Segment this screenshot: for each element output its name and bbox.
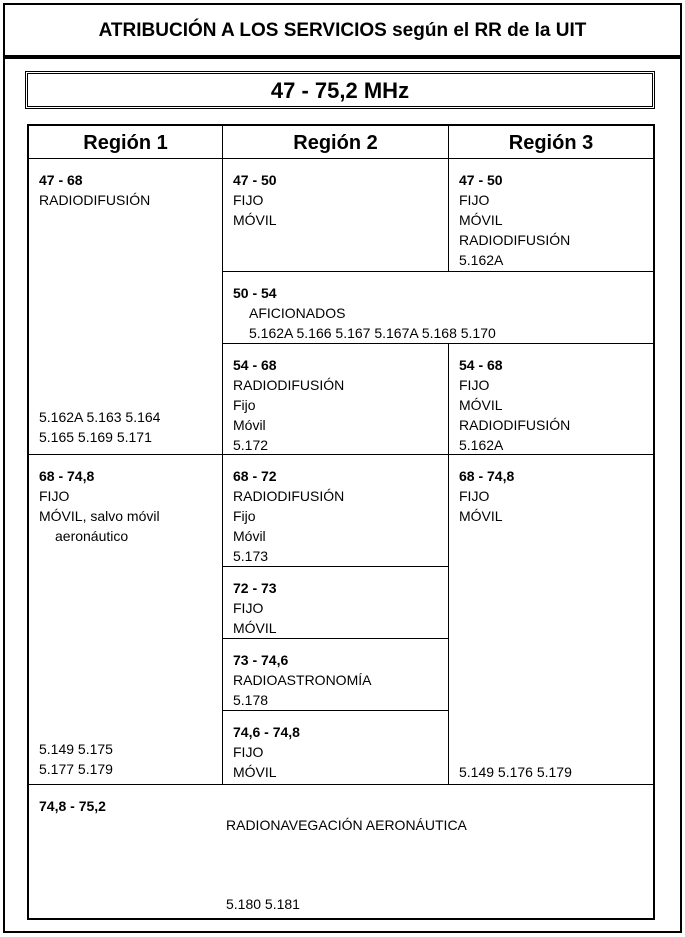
page-title: ATRIBUCIÓN A LOS SERVICIOS según el RR de la UIT <box>5 5 680 59</box>
header-region-2: Región 2 <box>293 132 378 154</box>
service-label: FIJO <box>233 600 264 616</box>
footnote-label: 5.162A <box>459 437 504 453</box>
band-range: 47 - 50 <box>233 172 277 188</box>
cell-r3-47-50 <box>449 159 653 271</box>
footnote-label: 5.162A <box>459 252 504 268</box>
service-label: Móvil <box>233 417 266 433</box>
footnote-label: 5.162A 5.163 5.164 <box>39 409 161 425</box>
cell-r2-54-68 <box>223 344 448 454</box>
service-label: RADIODIFUSIÓN <box>39 192 151 208</box>
footnote-label: 5.178 <box>233 692 269 708</box>
service-label: Fijo <box>233 508 256 524</box>
service-label: RADIOASTRONOMÍA <box>233 672 372 688</box>
footnote-label: 5.149 5.175 <box>39 741 113 757</box>
footnote-label: 5.177 5.179 <box>39 761 113 777</box>
band-range: 68 - 74,8 <box>459 468 515 484</box>
service-label: RADIODIFUSIÓN <box>233 488 345 504</box>
service-label: MÓVIL <box>233 212 277 228</box>
cell-r2-74-6-74-8 <box>223 711 448 784</box>
band-range: 74,8 - 75,2 <box>39 798 106 814</box>
band-range: 54 - 68 <box>459 357 503 373</box>
footnote-label: 5.180 5.181 <box>226 896 300 912</box>
band-range: 73 - 74,6 <box>233 652 289 668</box>
service-label: FIJO <box>39 488 70 504</box>
service-label: Móvil <box>233 528 266 544</box>
band-range: 68 - 74,8 <box>39 468 95 484</box>
service-label: aeronáutico <box>55 528 129 544</box>
service-label: FIJO <box>233 744 264 760</box>
cell-r23-50-54 <box>223 272 653 343</box>
service-label: MÓVIL <box>459 397 503 413</box>
header-region-3: Región 3 <box>508 132 594 154</box>
cell-r2-72-73 <box>223 567 448 638</box>
footnote-label: 5.165 5.169 5.171 <box>39 429 152 445</box>
frequency-band-title: 47 - 75,2 MHz <box>27 73 653 107</box>
footnote-label: 5.149 5.176 5.179 <box>459 764 572 780</box>
footnote-label: 5.173 <box>233 548 269 564</box>
band-range: 50 - 54 <box>233 285 277 301</box>
cell-all-74-8-75-2 <box>29 785 653 920</box>
service-label: RADIODIFUSIÓN <box>459 232 571 248</box>
band-range: 47 - 68 <box>39 172 83 188</box>
service-label: FIJO <box>459 488 490 504</box>
cell-r2-47-50 <box>223 159 448 271</box>
service-label: AFICIONADOS <box>249 305 346 321</box>
cell-r2-73-74-6 <box>223 639 448 710</box>
cell-r3-54-68 <box>449 344 653 454</box>
allocation-table <box>27 124 655 920</box>
cell-r1-68-74-8 <box>29 455 222 784</box>
service-label: MÓVIL <box>459 212 503 228</box>
service-label: MÓVIL, salvo móvil <box>39 508 160 524</box>
band-range: 47 - 50 <box>459 172 503 188</box>
service-label: Fijo <box>233 397 256 413</box>
service-label: MÓVIL <box>233 764 277 780</box>
band-range: 74,6 - 74,8 <box>233 724 300 740</box>
footnote-label: 5.162A 5.166 5.167 5.167A 5.168 5.170 <box>249 325 496 341</box>
service-label: RADIONAVEGACIÓN AERONÁUTICA <box>226 817 467 833</box>
band-range: 54 - 68 <box>233 357 277 373</box>
band-range: 72 - 73 <box>233 580 277 596</box>
service-label: RADIODIFUSIÓN <box>233 377 345 393</box>
band-range: 68 - 72 <box>233 468 277 484</box>
cell-r2-68-72 <box>223 455 448 566</box>
header-region-1: Región 1 <box>83 132 168 154</box>
service-label: RADIODIFUSIÓN <box>459 417 571 433</box>
service-label: MÓVIL <box>459 508 503 524</box>
footnote-label: 5.172 <box>233 437 269 453</box>
cell-r3-68-74-8 <box>449 455 653 784</box>
service-label: FIJO <box>459 192 490 208</box>
service-label: MÓVIL <box>233 620 277 636</box>
service-label: FIJO <box>459 377 490 393</box>
service-label: FIJO <box>233 192 264 208</box>
